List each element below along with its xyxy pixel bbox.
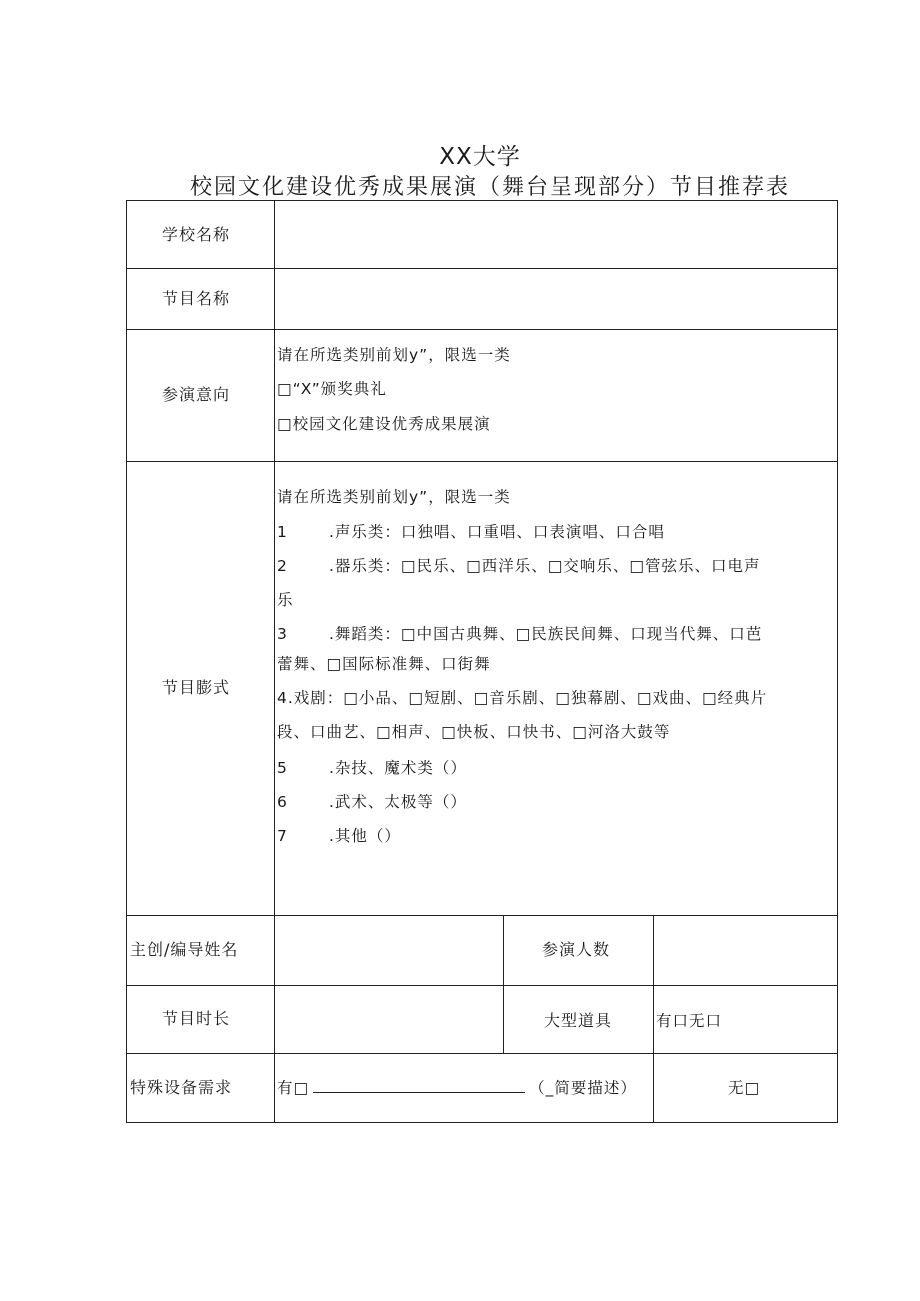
program-name-label: 节目名称 bbox=[162, 289, 231, 308]
participation-label: 参演意向 bbox=[162, 385, 231, 404]
creator-field[interactable] bbox=[275, 916, 503, 985]
category-number: 6 bbox=[277, 793, 288, 811]
equipment-no-checkbox[interactable]: 无□ bbox=[728, 1079, 761, 1097]
category-dance-cont: 蕾舞、□国际标准舞、口街舞 bbox=[277, 655, 491, 673]
university-title: XX大学 bbox=[439, 144, 521, 170]
category-text: .舞蹈类：□中国古典舞、□民族民间舞、口现当代舞、口芭 bbox=[329, 625, 763, 643]
category-number: 5 bbox=[277, 759, 288, 777]
performers-label: 参演人数 bbox=[542, 940, 611, 959]
category-acrobatics[interactable] bbox=[277, 758, 467, 778]
category-number: 7 bbox=[277, 827, 288, 845]
option-award-ceremony[interactable]: □“X”颁奖典礼 bbox=[277, 380, 387, 398]
row-divider bbox=[127, 329, 837, 330]
duration-field[interactable] bbox=[275, 986, 503, 1053]
equipment-yes-checkbox[interactable]: 有□ bbox=[277, 1079, 310, 1097]
program-form-instruction: 请在所选类别前划y”，限选一类 bbox=[277, 488, 511, 506]
category-drama[interactable]: 4.戏剧：□小品、□短剧、□音乐剧、□独幕剧、□戏曲、□经典片 bbox=[277, 689, 768, 707]
participation-instruction: 请在所选类别前划y”，限选一类 bbox=[277, 346, 511, 364]
category-number: 1 bbox=[277, 523, 288, 541]
school-name-field[interactable] bbox=[275, 201, 837, 268]
category-instrumental-cont: 乐 bbox=[277, 591, 294, 609]
category-martial-arts[interactable] bbox=[277, 792, 467, 812]
row-divider bbox=[127, 1053, 837, 1054]
form-title: 校园文化建设优秀成果展演（舞台呈现部分）节目推荐表 bbox=[189, 175, 790, 200]
column-divider bbox=[503, 915, 504, 1053]
category-number: 2 bbox=[277, 557, 288, 575]
category-drama-cont: 段、口曲艺、□相声、□快板、口快书、□河洛大鼓等 bbox=[277, 723, 671, 741]
equipment-label: 特殊设备需求 bbox=[130, 1078, 233, 1097]
category-text: .杂技、魔术类（） bbox=[329, 759, 467, 777]
equipment-description-input[interactable] bbox=[313, 1078, 525, 1093]
creator-label: 主创/编导姓名 bbox=[130, 940, 239, 959]
equipment-description-hint: （_简要描述） bbox=[529, 1079, 637, 1097]
school-name-label: 学校名称 bbox=[162, 225, 231, 244]
program-form-label: 节目膨式 bbox=[162, 678, 231, 697]
props-label: 大型道具 bbox=[544, 1011, 613, 1030]
program-name-field[interactable] bbox=[275, 269, 837, 329]
category-number: 3 bbox=[277, 625, 288, 643]
category-text: .武术、太极等（） bbox=[329, 793, 467, 811]
row-divider bbox=[127, 461, 837, 462]
duration-label: 节目时长 bbox=[162, 1009, 231, 1028]
category-vocal[interactable] bbox=[277, 522, 665, 542]
category-instrumental[interactable] bbox=[277, 556, 761, 576]
category-other[interactable] bbox=[277, 826, 401, 846]
recommendation-form bbox=[126, 200, 838, 1123]
option-campus-showcase[interactable]: □校园文化建设优秀成果展演 bbox=[277, 415, 491, 433]
performers-field[interactable] bbox=[654, 916, 837, 985]
category-text: .声乐类：口独唱、口重唱、口表演唱、口合唱 bbox=[329, 523, 665, 541]
category-dance[interactable] bbox=[277, 624, 762, 644]
props-value[interactable]: 有口无口 bbox=[656, 1012, 723, 1030]
equipment-yes-row bbox=[277, 1078, 637, 1098]
category-text: .器乐类：□民乐、□西洋乐、□交响乐、□管弦乐、口电声 bbox=[329, 557, 761, 575]
category-text: .其他（） bbox=[329, 827, 401, 845]
